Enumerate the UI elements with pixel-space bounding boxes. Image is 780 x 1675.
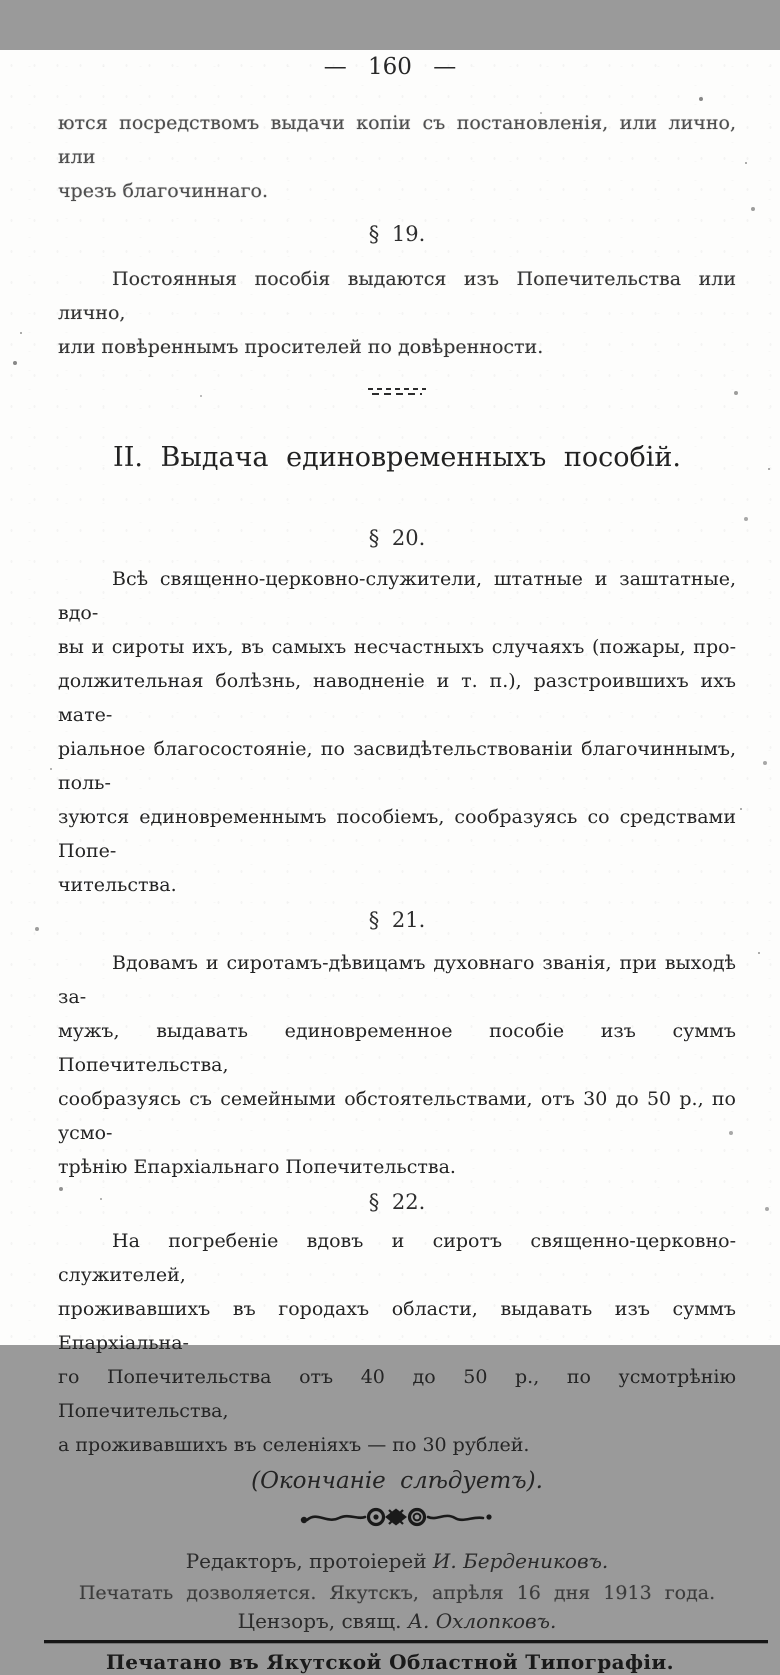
paragraph-line: а проживавшихъ въ селеніяхъ — по 30 рублей. [58,1434,530,1456]
paragraph-line: Постоянныя пособія выдаются изъ Попечительства или лично, [58,268,736,324]
paragraph-line: На погребеніе вдовъ и сиротъ священно-церковно-служителей, [58,1230,736,1286]
paragraph-line: зуются единовременнымъ пособіемъ, сообразуясь со средствами Попе- [58,806,736,862]
paragraph-line: проживавшихъ въ городахъ области, выдавать изъ суммъ Епархіальна- [58,1298,736,1354]
scan-noise [0,50,2,52]
continuation-note: (Окончаніе слѣдуетъ). [251,1468,543,1494]
section-20-paragraph [58,562,736,902]
divider-dash-row [372,393,422,395]
small-divider [368,388,426,396]
censor-label: Цензоръ, свящ. [237,1609,402,1633]
paragraph-line: чительства. [58,874,177,896]
section-21-label: § 21. [368,908,426,932]
paragraph-line: Всѣ священно-церковно-служители, штатные и заштатные, вдо- [58,568,736,624]
section-22-label: § 22. [368,1190,426,1214]
paragraph-line: вы и сироты ихъ, въ самыхъ несчастныхъ случаяхъ (пожары, про- [58,636,736,658]
section-22-paragraph [58,1224,736,1462]
permission-line: Печатать дозволяется. Якутскъ, апрѣля 16 дня 1913 года. [78,1582,716,1604]
paragraph-line: го Попечительства отъ 40 до 50 р., по усмотрѣнію Попечительства, [58,1366,736,1422]
scanned-document-page [0,50,780,1674]
paragraph-line: трѣнію Епархіальнаго Попечительства. [58,1156,456,1178]
divider-dash-row [368,388,426,390]
editor-label: Редакторъ, протоіерей [185,1549,427,1573]
footer-rule [44,1640,768,1643]
editor-line [58,1548,736,1574]
chapter-heading: II. Выдача единовременныхъ пособій. [113,442,681,473]
paragraph-line: сообразуясь съ семейными обстоятельствами, отъ 30 до 50 р., по усмо- [58,1088,736,1144]
editor-name: И. Бердениковъ. [432,1549,609,1573]
ornament-divider-icon [58,1504,736,1530]
section-20-label: § 20. [368,526,426,550]
paragraph-line: ются посредствомъ выдачи копіи съ постановленія, или лично, или [58,112,736,168]
censor-line [58,1608,736,1634]
page-number: — 160 — [323,54,457,80]
paragraph-line: или повѣреннымъ просителей по довѣренности. [58,336,544,358]
section-19-paragraph [58,262,736,364]
paragraph-line: мужъ, выдавать единовременное пособіе изъ суммъ Попечительства, [58,1020,736,1076]
section-19-label: § 19. [368,222,426,246]
paragraph-line: чрезъ благочиннаго. [58,180,269,202]
intro-paragraph [58,106,736,208]
imprint-line: Печатано въ Якутской Областной Типографіи. [105,1650,675,1674]
paragraph-line: должительная болѣзнь, наводненіе и т. п.), разстроившихъ ихъ мате- [58,670,736,726]
paragraph-line: Вдовамъ и сиротамъ-дѣвицамъ духовнаго званія, при выходѣ за- [58,952,736,1008]
censor-name: А. Охлопковъ. [407,1609,557,1633]
paragraph-line: ріальное благосостояніе, по засвидѣтельствованіи благочиннымъ, поль- [58,738,736,794]
section-21-paragraph [58,946,736,1184]
